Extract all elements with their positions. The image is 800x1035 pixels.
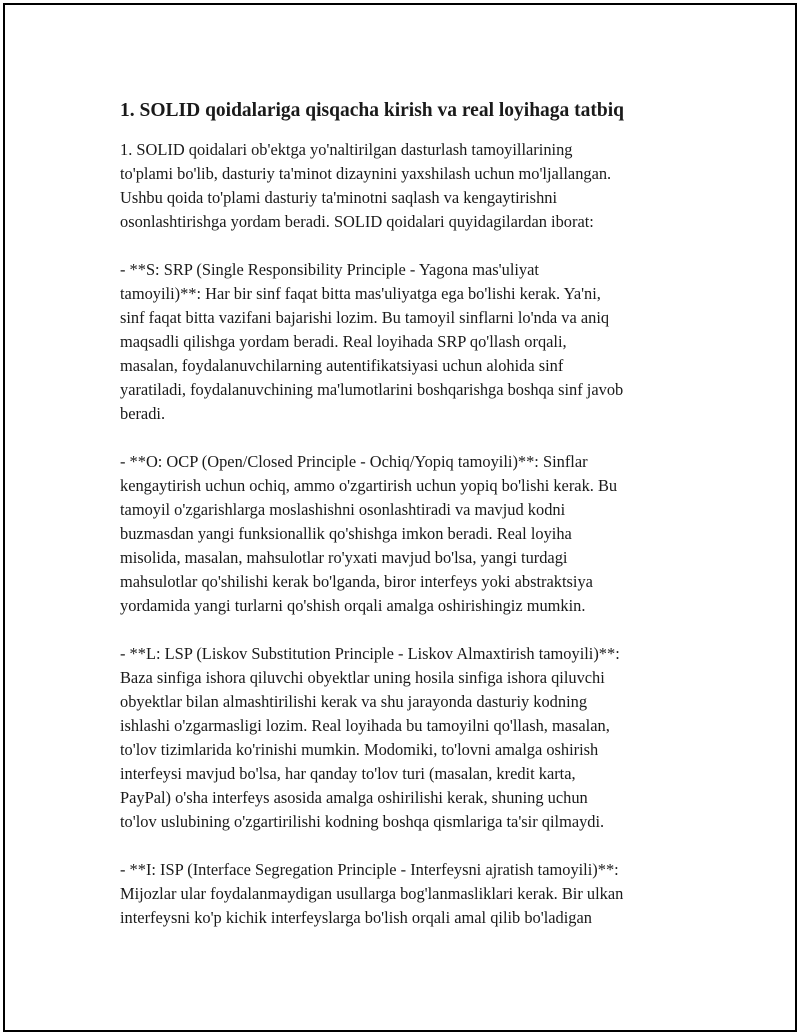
text-line: 1. SOLID qoidalari ob'ektga yo'naltirilgan dasturlash tamoyillarining	[120, 140, 573, 159]
paragraph-isp	[120, 858, 710, 930]
text-line: Baza sinfiga ishora qiluvchi obyektlar uning hosila sinfiga ishora qiluvchi	[120, 668, 605, 687]
text-line: - **L: LSP (Liskov Substitution Principle - Liskov Almaxtirish tamoyili)**:	[120, 644, 620, 663]
text-line: to'lov tizimlarida ko'rinishi mumkin. Modomiki, to'lovni amalga oshirish	[120, 740, 599, 759]
paragraph-ocp	[120, 450, 710, 618]
text-line: maqsadli qilishga yordam beradi. Real loyihada SRP qo'llash orqali,	[120, 332, 567, 351]
text-line: obyektlar bilan almashtirilishi kerak va shu jarayonda dasturiy kodning	[120, 692, 588, 711]
text-line: PayPal) o'sha interfeys asosida amalga oshirilishi kerak, shuning uchun	[120, 788, 588, 807]
text-line: tamoyil o'zgarishlarga moslashishni osonlashtiradi va mavjud kodni	[120, 500, 566, 519]
text-line: tamoyili)**: Har bir sinf faqat bitta mas'uliyatga ega bo'lishi kerak. Ya'ni,	[120, 284, 601, 303]
text-line: kengaytirish uchun ochiq, ammo o'zgartirish uchun yopiq bo'lishi kerak. Bu	[120, 476, 618, 495]
text-line: Mijozlar ular foydalanmaydigan usullarga bog'lanmasliklari kerak. Bir ulkan	[120, 884, 624, 903]
text-line: yaratiladi, foydalanuvchining ma'lumotlarini boshqarishga boshqa sinf javob	[120, 380, 624, 399]
paragraph-srp	[120, 258, 710, 426]
document-content	[120, 97, 710, 954]
text-line: to'plami bo'lib, dasturiy ta'minot dizaynini yaxshilash uchun mo'ljallangan.	[120, 164, 612, 183]
text-line: interfeysni ko'p kichik interfeyslarga bo'lish orqali amal qilib bo'ladigan	[120, 908, 592, 927]
text-line: mahsulotlar qo'shilishi kerak bo'lganda, biror interfeys yoki abstraktsiya	[120, 572, 593, 591]
text-line: sinf faqat bitta vazifani bajarishi lozim. Bu tamoyil sinflarni lo'nda va aniq	[120, 308, 610, 327]
paragraph-lsp	[120, 642, 710, 834]
text-line: masalan, foydalanuvchilarning autentifikatsiyasi uchun alohida sinf	[120, 356, 564, 375]
text-line: misolida, masalan, mahsulotlar ro'yxati mavjud bo'lsa, yangi turdagi	[120, 548, 568, 567]
text-line: - **O: OCP (Open/Closed Principle - Ochiq/Yopiq tamoyili)**: Sinflar	[120, 452, 588, 471]
text-line: buzmasdan yangi funksionallik qo'shishga imkon beradi. Real loyiha	[120, 524, 572, 543]
text-line: beradi.	[120, 404, 166, 423]
text-line: interfeysi mavjud bo'lsa, har qanday to'lov turi (masalan, kredit karta,	[120, 764, 576, 783]
page-frame	[3, 3, 797, 1032]
document-title: 1. SOLID qoidalariga qisqacha kirish va real loyihaga tatbiq	[120, 100, 625, 121]
text-line: yordamida yangi turlarni qo'shish orqali amalga oshirishingiz mumkin.	[120, 596, 586, 615]
text-line: - **I: ISP (Interface Segregation Principle - Interfeysni ajratish tamoyili)**:	[120, 860, 619, 879]
paragraph-intro	[120, 138, 710, 234]
text-line: Ushbu qoida to'plami dasturiy ta'minotni saqlash va kengaytirishni	[120, 188, 558, 207]
text-line: to'lov uslubining o'zgartirilishi kodning boshqa qismlariga ta'sir qilmaydi.	[120, 812, 605, 831]
text-line: - **S: SRP (Single Responsibility Principle - Yagona mas'uliyat	[120, 260, 539, 279]
text-line: ishlashi o'zgarmasligi lozim. Real loyihada bu tamoyilni qo'llash, masalan,	[120, 716, 610, 735]
text-line: osonlashtirishga yordam beradi. SOLID qoidalari quyidagilardan iborat:	[120, 212, 594, 231]
